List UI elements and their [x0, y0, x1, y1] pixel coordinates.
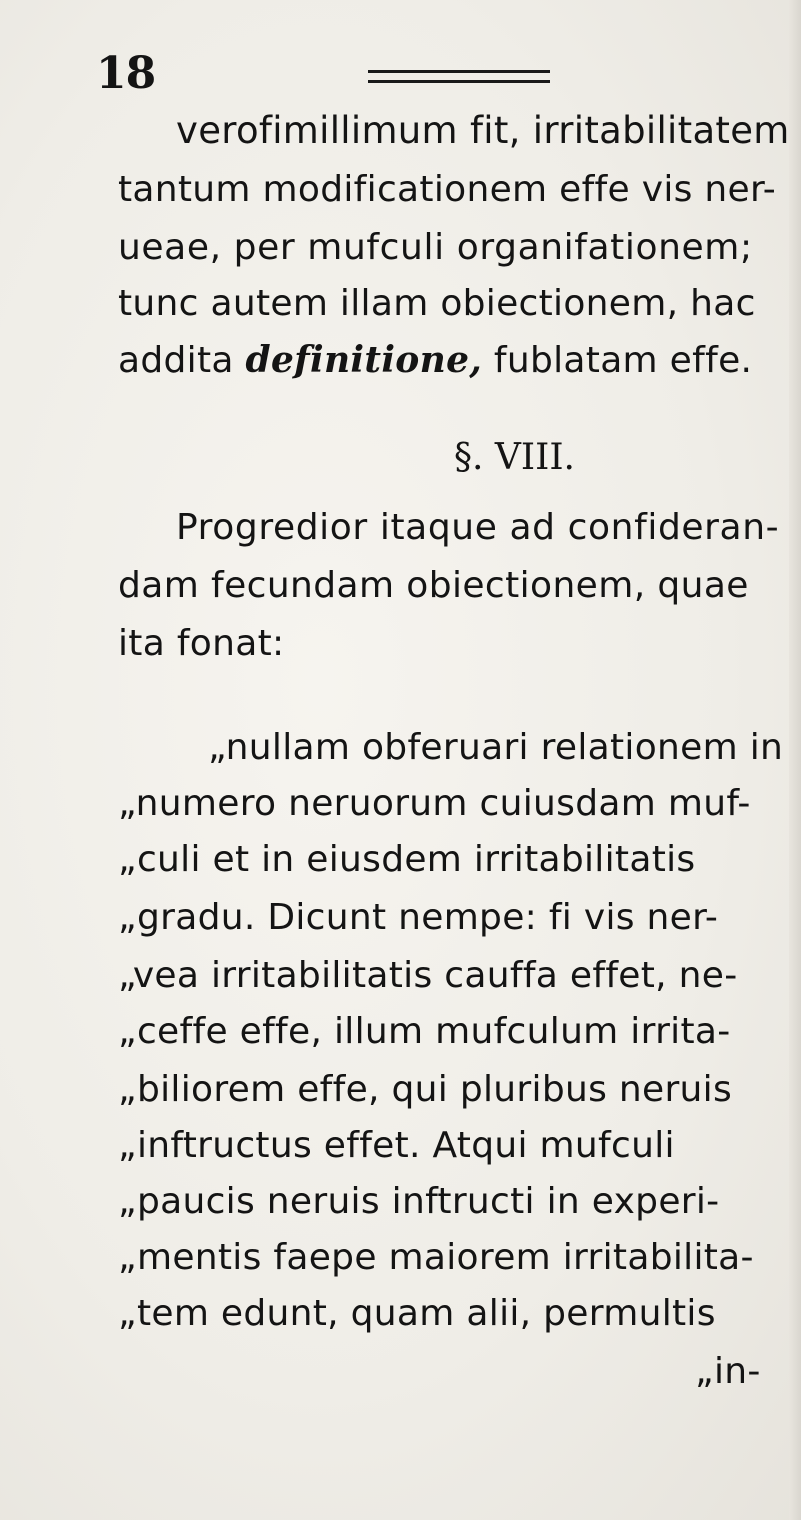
quote-line: „mentis faepe maiorem irritabilita-: [118, 1237, 754, 1278]
header-rule-top: [368, 70, 550, 73]
section-heading: §. VIII.: [454, 437, 575, 478]
quote-line: „inftructus effet. Atqui mufculi: [118, 1125, 675, 1166]
emphasized-word: definitione,: [245, 339, 483, 381]
page-edge: [789, 0, 801, 1520]
text-line: verofimillimum fit, irritabilitatem: [176, 109, 790, 152]
text-span: fublatam effe.: [493, 340, 753, 381]
page-number: 18: [96, 48, 156, 99]
text-line: dam fecundam obiectionem, quae: [118, 565, 749, 606]
quote-line: „ceffe effe, illum mufculum irrita-: [118, 1011, 731, 1052]
quote-line: „tem edunt, quam alii, permultis: [118, 1293, 716, 1334]
quote-line: „nullam obferuari relationem in: [208, 727, 784, 768]
quote-line: „vea irritabilitatis cauffa effet, ne-: [118, 955, 738, 996]
quote-line: „biliorem effe, qui pluribus neruis: [118, 1069, 733, 1110]
catchword: „in-: [695, 1351, 761, 1392]
header-rule-bottom: [368, 80, 550, 83]
quote-line: „gradu. Dicunt nempe: fi vis ner-: [118, 897, 719, 938]
quote-line: „numero neruorum cuiusdam muf-: [118, 783, 751, 824]
text-line: ita fonat:: [118, 623, 285, 664]
text-line: Progredior itaque ad confideran-: [176, 507, 780, 548]
text-line: tantum modificationem effe vis ner-: [118, 169, 777, 210]
quote-line: „culi et in eiusdem irritabilitatis: [118, 839, 696, 880]
text-line: tunc autem illam obiectionem, hac: [118, 283, 756, 324]
text-line: ueae, per mufculi organifationem;: [118, 227, 753, 268]
text-line-with-emphasis: [118, 339, 753, 381]
quote-line: „paucis neruis inftructi in experi-: [118, 1181, 720, 1222]
text-span: addita: [118, 340, 234, 381]
